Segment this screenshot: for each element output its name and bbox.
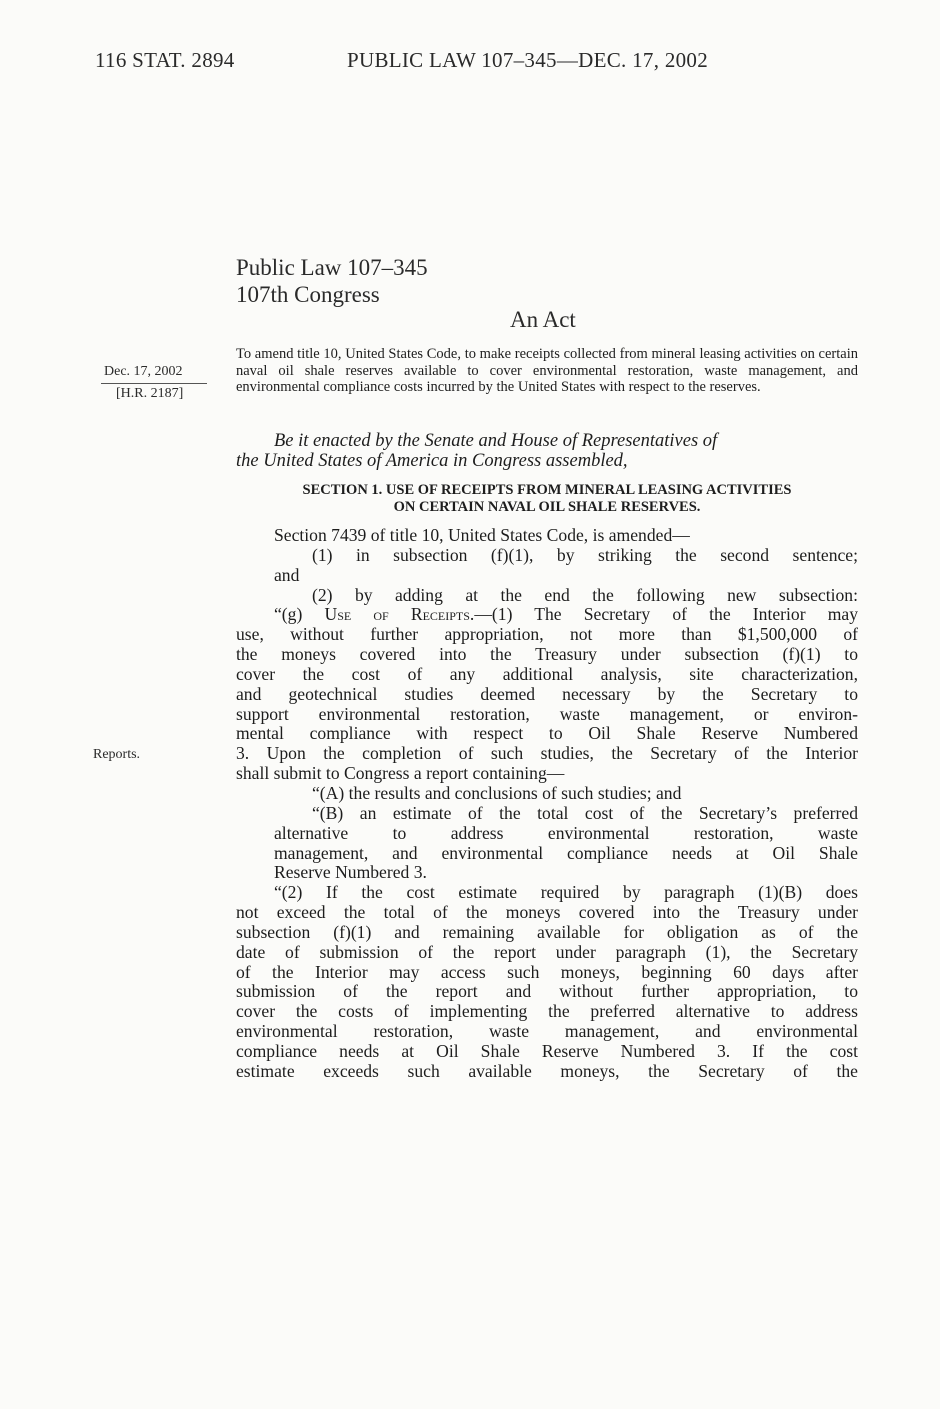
margin-reports: Reports. xyxy=(93,747,141,762)
body-line: use, without further appropriation, not more than $1,500,000 of xyxy=(236,624,858,645)
section-body xyxy=(236,526,858,1082)
body-line: subsection (f)(1) and remaining available for obligation as of the xyxy=(236,921,858,942)
enacting-clause-line-1: Be it enacted by the Senate and House of Representatives of xyxy=(274,431,718,451)
body-line: “(A) the results and conclusions of such studies; and xyxy=(312,782,682,803)
body-line: Section 7439 of title 10, United States Code, is amended— xyxy=(274,525,690,545)
body-line: cover the cost of any additional analysis, site characterization, xyxy=(236,663,858,684)
section-heading-line-1: SECTION 1. USE OF RECEIPTS FROM MINERAL LEASING ACTIVITIES xyxy=(302,482,792,498)
body-line: submission of the report and without further appropriation, to xyxy=(236,981,858,1002)
body-line: date of submission of the report under paragraph (1), the Secretary xyxy=(236,941,858,962)
body-line: mental compliance with respect to Oil Shale Reserve Numbered xyxy=(236,723,858,744)
running-title: PUBLIC LAW 107–345—DEC. 17, 2002 xyxy=(347,48,709,72)
body-line: cover the costs of implementing the preferred alternative to address xyxy=(236,1001,858,1022)
body-line: of the Interior may access such moneys, beginning 60 days after xyxy=(236,961,858,982)
purpose-clause: To amend title 10, United States Code, to make receipts collected from mineral leasing activities on certain naval oil shale reserves available to cover environmental restoration, waste management, and environmental compliance costs incurred by the United States with respect to the reserves. xyxy=(236,346,858,396)
law-number: Public Law 107–345 xyxy=(236,255,428,280)
body-line: Reserve Numbered 3. xyxy=(274,862,427,883)
body-line: shall submit to Congress a report containing— xyxy=(236,763,565,784)
body-line: and xyxy=(274,564,300,585)
quote-open: “(g) xyxy=(274,604,325,625)
section-heading-line-2: ON CERTAIN NAVAL OIL SHALE RESERVES. xyxy=(393,499,701,515)
act-label: An Act xyxy=(510,307,576,332)
margin-bill-number: [H.R. 2187] xyxy=(116,386,184,401)
enacting-clause-line-2: the United States of America in Congress assembled, xyxy=(236,451,628,471)
body-line: alternative to address environmental restoration, waste xyxy=(274,822,858,843)
margin-divider xyxy=(101,383,207,384)
body-line: and geotechnical studies deemed necessary by the Secretary to xyxy=(236,683,858,704)
body-line: compliance needs at Oil Shale Reserve Numbered 3. If the cost xyxy=(236,1040,858,1061)
margin-date: Dec. 17, 2002 xyxy=(104,364,183,379)
body-line: environmental restoration, waste management, and environmental xyxy=(236,1021,858,1042)
body-line: support environmental restoration, waste management, or environ- xyxy=(236,703,858,724)
body-line: (1) in subsection (f)(1), by striking the second sentence; xyxy=(312,544,858,565)
body-line: the moneys covered into the Treasury under subsection (f)(1) to xyxy=(236,644,858,665)
body-line: not exceed the total of the moneys covered into the Treasury under xyxy=(236,902,858,923)
page-number: 116 STAT. 2894 xyxy=(95,48,235,72)
subsection-g-heading: Use of Receipts xyxy=(324,604,470,625)
section-heading xyxy=(236,482,858,516)
body-line: management, and environmental compliance needs at Oil Shale xyxy=(274,842,858,863)
body-line-text: .—(1) The Secretary of the Interior may xyxy=(469,604,858,625)
subsection-g-heading-line xyxy=(236,605,858,625)
body-line: estimate exceeds such available moneys, the Secretary of the xyxy=(236,1060,858,1081)
body-line: “(B) an estimate of the total cost of the Secretary’s preferred xyxy=(312,802,858,823)
body-line: 3. Upon the completion of such studies, the Secretary of the Interior xyxy=(236,743,858,764)
body-line: (2) by adding at the end the following new subsection: xyxy=(312,584,858,605)
body-line: “(2) If the cost estimate required by paragraph (1)(B) does xyxy=(274,882,858,903)
congress-label: 107th Congress xyxy=(236,282,380,307)
